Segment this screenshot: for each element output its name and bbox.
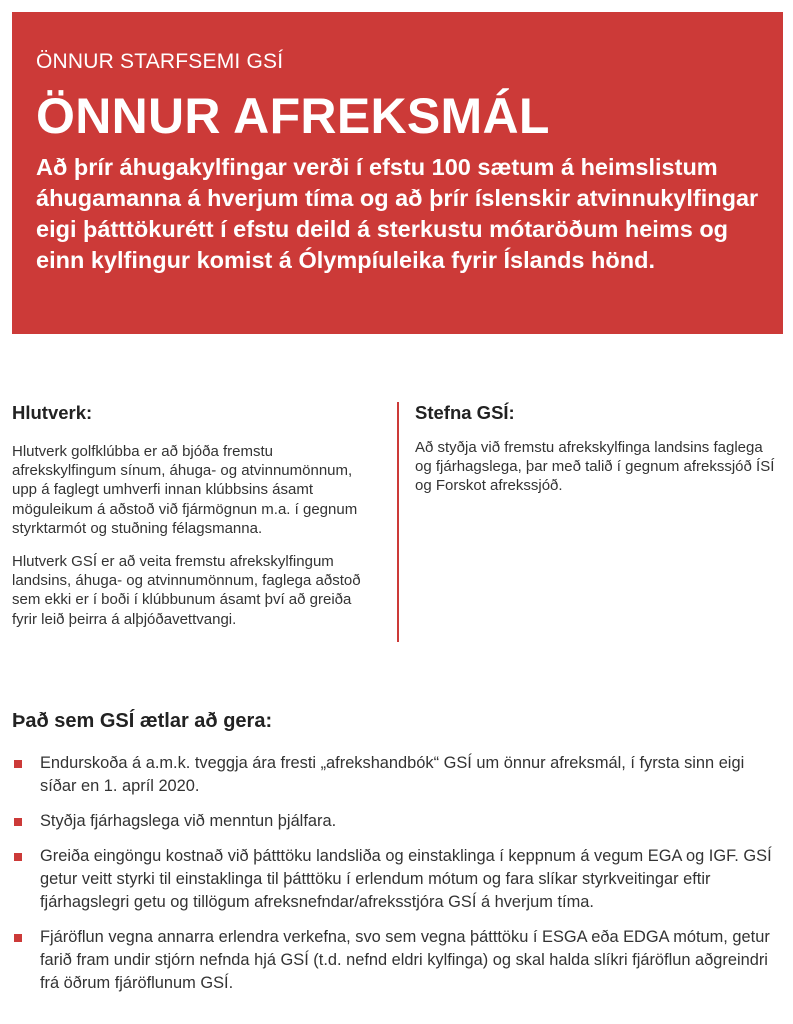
action-list [12, 752, 782, 995]
header-banner [12, 12, 783, 334]
square-bullet-icon [14, 818, 22, 826]
list-item [12, 926, 782, 995]
role-paragraph-gsi: Hlutverk GSÍ er að veita fremstu afrekskylfingum landsins, áhuga- og atvinnumönnum, faglega aðstoð sem ekki er í boði í klúbbunum ásamt því að greiða fyrir leið þeirra á alþjóðavettvangi. [12, 553, 361, 628]
column-divider [397, 402, 399, 642]
policy-text: Að styðja við fremstu afrekskylfinga landsins faglega og fjárhagslega, þar með talið í gegnum afrekssjóð ÍSÍ og Forskot afrekssjóð. [415, 439, 775, 495]
square-bullet-icon [14, 934, 22, 942]
policy-heading: Stefna GSÍ: [415, 402, 515, 423]
square-bullet-icon [14, 760, 22, 768]
page-title: ÖNNUR AFREKSMÁL [36, 88, 550, 144]
section-kicker: ÖNNUR STARFSEMI GSÍ [36, 50, 284, 73]
role-heading: Hlutverk: [12, 402, 93, 423]
action-plan-heading: Það sem GSÍ ætlar að gera: [12, 710, 273, 732]
square-bullet-icon [14, 853, 22, 861]
action-plan-section [12, 708, 782, 1007]
list-item [12, 810, 782, 833]
policy-column [415, 400, 775, 496]
list-item-text: Greiða eingöngu kostnað við þátttöku landsliða og einstaklinga í keppnum á vegum EGA og IGF. GSÍ getur veitt styrki til einstaklinga til þátttöku í erlendum mótum og fara slíkar styrkveitingar eftir fjárhagslegri getu og tillögum afreksnefndar/afreksstjóra GSÍ á hverjum tíma. [40, 847, 772, 911]
list-item-text: Fjáröflun vegna annarra erlendra verkefna, svo sem vegna þátttöku í ESGA eða EDGA mótum, getur farið fram undir stjórn nefnda hjá GSÍ (t.d. nefnd eldri kylfinga) og skal halda slíkri fjáröflun aðgreindri frá öðrum fjáröflunum GSÍ. [40, 928, 770, 992]
role-paragraph-clubs: Hlutverk golfklúbba er að bjóða fremstu afrekskylfingum sínum, áhuga- og atvinnumönnum, upp á faglegt umhverfi innan klúbbsins ásamt möguleikum á aðstoð við fjármögnun m.a. í gegnum styrktarmót og stuðning félagsmanna. [12, 443, 358, 537]
list-item-text: Endurskoða á a.m.k. tveggja ára fresti „afrekshandbók“ GSÍ um önnur afreksmál, í fyrsta sinn eigi síðar en 1. apríl 2020. [40, 754, 745, 795]
goal-statement: Að þrír áhugakylfingar verði í efstu 100 sætum á heimslistum áhugamanna á hverjum tíma og að þrír íslenskir atvinnukylfingar eigi þátttökurétt í efstu deild á sterkustu mótaröðum heims og einn kylfingur komist á Ólympíuleika fyrir Íslands hönd. [36, 154, 759, 273]
list-item [12, 752, 782, 798]
list-item [12, 845, 782, 914]
role-column [12, 400, 380, 629]
list-item-text: Styðja fjárhagslega við menntun þjálfara. [40, 812, 337, 830]
